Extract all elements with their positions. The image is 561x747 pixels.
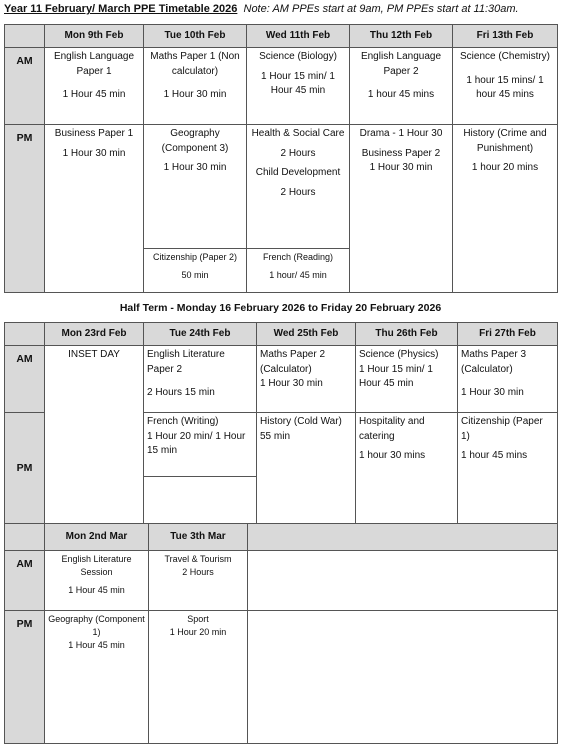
exam-cell	[45, 346, 144, 525]
pm-label: PM	[5, 413, 45, 525]
exam-cell	[257, 413, 356, 525]
half-term-banner: Half Term - Monday 16 February 2026 to Friday 20 February 2026	[119, 302, 442, 314]
exam-duration: 1 Hour 30 min	[369, 162, 433, 173]
exam-cell	[247, 125, 350, 249]
exam-duration: 1 Hour 30 min	[62, 147, 126, 159]
exam-cell	[149, 551, 248, 611]
empty-cell	[248, 611, 558, 744]
day-header: Mon 2nd Mar	[45, 524, 149, 551]
exam-duration: 1 hour/ 45 min	[269, 270, 327, 281]
day-header: Mon 23rd Feb	[45, 323, 144, 346]
am-label: AM	[5, 346, 45, 413]
day-header: Mon 9th Feb	[45, 25, 144, 48]
exam-subject: English Literature Paper 2	[147, 349, 225, 375]
exam-subject: Drama - 1 Hour 30	[359, 128, 443, 139]
pm-label: PM	[5, 125, 45, 293]
exam-subject: English Language Paper 2	[360, 51, 442, 77]
exam-subject: Citizenship (Paper 1)	[461, 416, 543, 442]
exam-cell	[45, 125, 144, 293]
exam-cell	[350, 125, 453, 293]
exam-cell	[144, 413, 257, 477]
exam-subject: Sport	[187, 614, 209, 624]
exam-subject: French (Writing)	[147, 416, 219, 427]
exam-duration: 1 hour 20 mins	[471, 162, 539, 173]
exam-cell	[257, 346, 356, 413]
exam-cell	[149, 611, 248, 744]
empty-cell	[248, 551, 558, 611]
exam-subject: French (Reading)	[262, 252, 334, 262]
day-header: Thu 26th Feb	[356, 323, 458, 346]
exam-cell	[45, 48, 144, 125]
exam-cell	[458, 346, 558, 413]
exam-subject: Citizenship (Paper 2)	[152, 252, 238, 262]
exam-subject: Maths Paper 1 (Non calculator)	[150, 51, 240, 77]
exam-subject: Travel & Tourism	[164, 554, 232, 564]
day-header: Fri 13th Feb	[453, 25, 558, 48]
exam-cell	[144, 346, 257, 413]
exam-subject: Science (Physics)	[359, 349, 439, 360]
exam-subject: History (Cold War)	[260, 416, 342, 427]
day-header: Wed 11th Feb	[247, 25, 350, 48]
corner-cell	[5, 323, 45, 346]
week1-table	[4, 24, 558, 293]
exam-cell	[453, 48, 558, 125]
day-header: Tue 3th Mar	[149, 524, 248, 551]
exam-cell	[144, 249, 247, 293]
exam-duration: 2 Hours	[280, 147, 316, 159]
exam-subject: Geography (Component 3)	[161, 128, 229, 154]
exam-subject: INSET DAY	[68, 349, 120, 360]
exam-subject: Health & Social Care	[251, 128, 345, 139]
exam-duration: 1 hour 45 mins	[367, 89, 435, 100]
exam-cell	[247, 249, 350, 293]
empty-cell	[144, 477, 257, 525]
exam-subject: Child Development	[255, 167, 341, 178]
exam-duration: 1 Hour 30 min	[163, 162, 227, 173]
exam-duration: 2 Hours 15 min	[147, 387, 215, 398]
timetable-note: Note: AM PPEs start at 9am, PM PPEs start at 11:30am.	[243, 3, 519, 15]
exam-cell	[458, 413, 558, 525]
exam-cell	[247, 48, 350, 125]
exam-subject: English Literature Session	[61, 554, 132, 578]
exam-duration: 1 Hour 30 min	[461, 387, 524, 398]
exam-subject: Business Paper 2	[361, 147, 441, 159]
am-label: AM	[5, 551, 45, 611]
am-label: AM	[5, 48, 45, 125]
corner-cell	[5, 524, 45, 551]
exam-duration: 1 Hour 15 min/ 1 Hour 45 min	[261, 70, 335, 96]
exam-cell	[45, 611, 149, 744]
exam-duration: 1 Hour 30 min	[260, 378, 323, 389]
day-header: Thu 12th Feb	[350, 25, 453, 48]
exam-duration: 1 Hour 45 min	[68, 640, 125, 651]
exam-duration: 2 Hours	[280, 186, 316, 198]
exam-cell	[350, 48, 453, 125]
exam-duration: 1 Hour 45 min	[62, 89, 126, 100]
week3-table	[4, 523, 558, 744]
exam-duration: 1 Hour 45 min	[68, 585, 125, 596]
exam-duration: 1 Hour 30 min	[163, 89, 227, 100]
exam-duration: 1 Hour 20 min/ 1 Hour 15 min	[147, 430, 246, 456]
exam-cell	[453, 125, 558, 293]
blank-header	[248, 524, 558, 551]
exam-duration: 55 min	[260, 430, 291, 442]
exam-duration: 1 hour 30 mins	[359, 450, 426, 461]
exam-subject: History (Crime and Punishment)	[463, 128, 547, 154]
exam-subject: Business Paper 1	[54, 128, 134, 139]
exam-cell	[144, 48, 247, 125]
exam-subject: Maths Paper 3 (Calculator)	[461, 349, 527, 375]
week2-table	[4, 322, 558, 525]
exam-subject: English Language Paper 1	[53, 51, 135, 77]
exam-duration: 1 Hour 20 min	[169, 627, 227, 638]
day-header: Tue 10th Feb	[144, 25, 247, 48]
pm-label: PM	[5, 611, 45, 744]
exam-cell	[356, 346, 458, 413]
exam-duration: 1 hour 45 mins	[461, 450, 528, 461]
day-header: Fri 27th Feb	[458, 323, 558, 346]
exam-duration: 1 Hour 15 min/ 1 Hour 45 min	[359, 363, 433, 389]
exam-duration: 2 Hours	[182, 567, 214, 578]
exam-subject: Hospitality and catering	[359, 416, 425, 442]
corner-cell	[5, 25, 45, 48]
exam-duration: 1 hour 15 mins/ 1 hour 45 mins	[466, 74, 544, 100]
exam-duration: 50 min	[181, 270, 209, 281]
day-header: Tue 24th Feb	[144, 323, 257, 346]
exam-subject: Geography (Component 1)	[48, 614, 145, 638]
exam-cell	[45, 551, 149, 611]
page-header	[4, 3, 519, 15]
exam-subject: Science (Chemistry)	[459, 51, 551, 62]
timetable-title: Year 11 February/ March PPE Timetable 2026	[4, 3, 238, 15]
exam-subject: Maths Paper 2 (Calculator)	[260, 349, 326, 375]
exam-cell	[356, 413, 458, 525]
day-header: Wed 25th Feb	[257, 323, 356, 346]
exam-cell	[144, 125, 247, 249]
exam-subject: Science (Biology)	[259, 51, 337, 62]
